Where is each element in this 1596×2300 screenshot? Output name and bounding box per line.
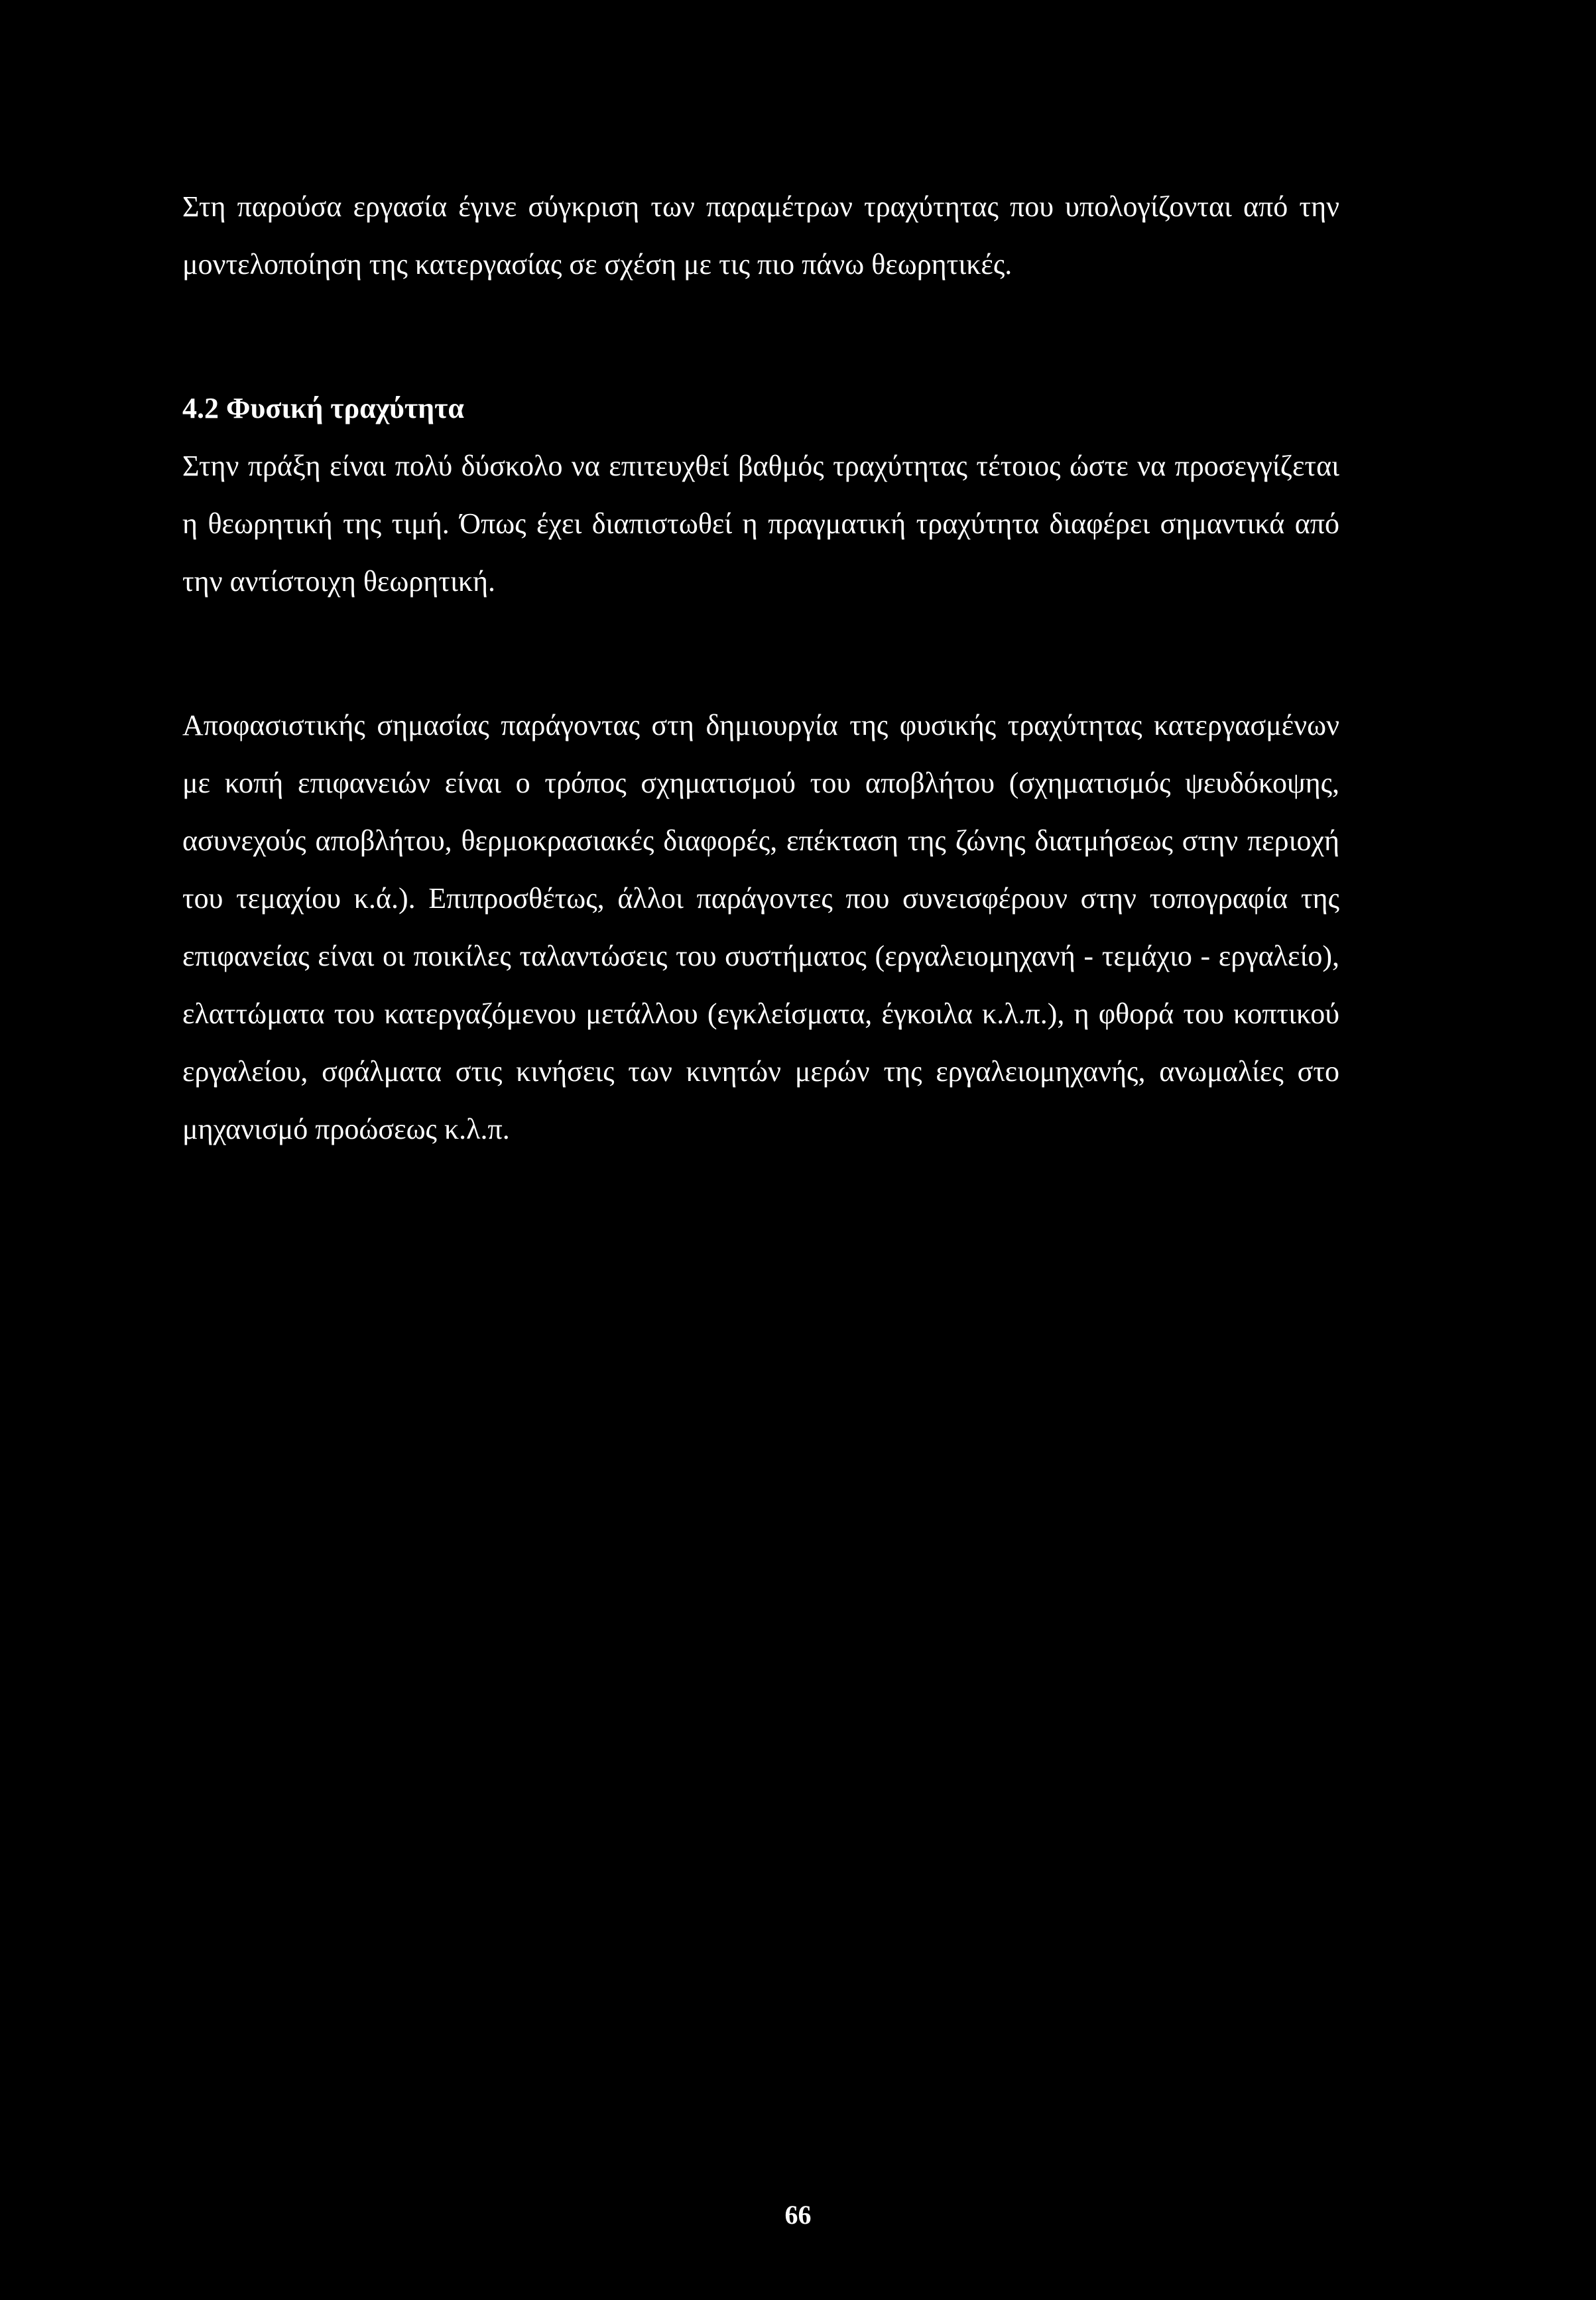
section-paragraph-2: Αποφασιστικής σημασίας παράγοντας στη δημιουργία της φυσικής τραχύτητας κατεργασμένων με κοπή επιφανειών είναι ο τρόπος σχηματισμού του αποβλήτου (σχηματισμός ψευδόκοψης, ασυνεχούς αποβλήτου, θερμοκρασιακές διαφορές, επέκταση της ζώνης διατμήσεως στην περιοχή του τεμαχίου κ.ά.). Επιπροσθέτως, άλλοι παράγοντες που συνεισφέρουν στην τοπογραφία της επιφανείας είναι οι ποικίλες ταλαντώσεις του συστήματος (εργαλειομηχανή - τεμάχιο - εργαλείο), ελαττώματα του κατεργαζόμενου μετάλλου (εγκλείσματα, έγκοιλα κ.λ.π.), η φθορά του κοπτικού εργαλείου, σφάλματα στις κινήσεις των κινητών μερών της εργαλειομηχανής, ανωμαλίες στο μηχανισμό προώσεως κ.λ.π.	[182, 709, 1339, 1145]
section-heading: 4.2 Φυσική τραχύτητα	[182, 392, 464, 424]
intro-paragraph: Στη παρούσα εργασία έγινε σύγκριση των παραμέτρων τραχύτητας που υπολογίζονται από την μοντελοποίηση της κατεργασίας σε σχέση με τις πιο πάνω θεωρητικές.	[182, 190, 1339, 281]
document-body	[182, 178, 1339, 1158]
page-number: 66	[784, 2200, 812, 2230]
section-paragraph-1: Στην πράξη είναι πολύ δύσκολο να επιτευχθεί βαθμός τραχύτητας τέτοιος ώστε να προσεγγίζεται η θεωρητική της τιμή. Όπως έχει διαπιστωθεί η πραγματική τραχύτητα διαφέρει σημαντικά από την αντίστοιχη θεωρητική.	[182, 450, 1339, 598]
